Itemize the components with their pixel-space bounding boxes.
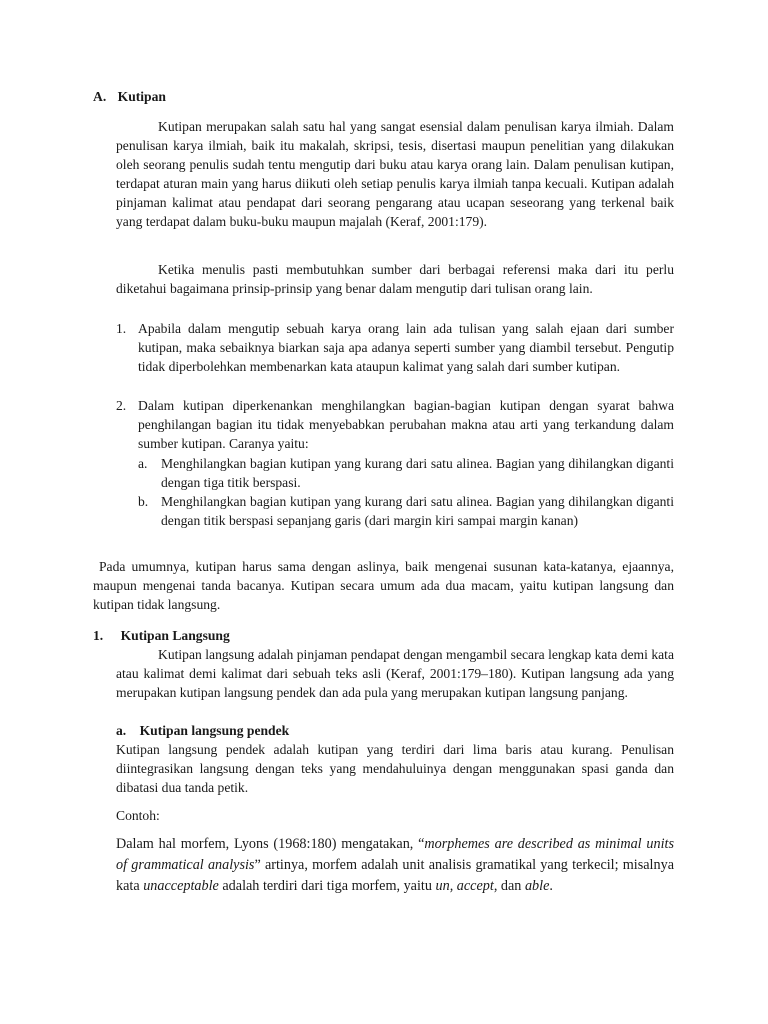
section-a-paragraph-1: Kutipan merupakan salah satu hal yang sangat esensial dalam penulisan karya ilmiah. Dalam penulisan karya ilmiah, baik itu makalah, skripsi, tesis, disertasi maupun penelitian yang dilakukan oleh seorang penulis sudah tentu mengutip dari buku atau karya orang lain. Dalam penulisan kutipan, terdapat aturan main yang harus diikuti oleh setiap penulis karya ilmiah tanpa kecuali. Kutipan adalah pinjaman kalimat atau pendapat dari seorang pengarang atau ucapan seseorang yang terkenal baik yang terdapat dalam buku-buku maupun majalah (Keraf, 2001:179). bbox=[116, 119, 674, 229]
example-text: ” artinya, morfem adalah unit analisis gramatikal yang terkecil; misalnya kata bbox=[116, 857, 674, 894]
subsection-a-label: a. bbox=[116, 723, 127, 738]
list-number: 1. bbox=[116, 321, 127, 336]
example-paragraph bbox=[116, 834, 674, 897]
example-text: , dan bbox=[493, 878, 525, 894]
list-text: Menghilangkan bagian kutipan yang kurang dari satu alinea. Bagian yang dihilangkan diganti dengan tiga titik berspasi. bbox=[161, 456, 674, 490]
section-a-paragraph-2: Ketika menulis pasti membutuhkan sumber dari berbagai referensi maka dari itu perlu diketahui bagaimana prinsip-prinsip yang benar dalam mengutip dari tulisan orang lain. bbox=[116, 262, 674, 296]
example-label: Contoh: bbox=[116, 808, 160, 823]
section-1-label: 1. bbox=[93, 628, 104, 643]
example-italic-text: unacceptable bbox=[143, 878, 219, 894]
example-italic-text: able bbox=[524, 878, 550, 894]
numbered-list-item bbox=[116, 319, 674, 376]
section-a-label: A. bbox=[93, 89, 107, 104]
example-text: Dalam hal morfem, Lyons (1968:180) mengatakan, “ bbox=[116, 836, 425, 852]
list-letter: b. bbox=[138, 494, 149, 509]
example-text: adalah terdiri dari tiga morfem, yaitu bbox=[218, 878, 436, 894]
example-italic-text: morphemes are described as minimal units of grammatical analysis bbox=[116, 836, 674, 873]
numbered-list-item bbox=[116, 396, 674, 453]
section-1-heading bbox=[93, 626, 230, 645]
subsection-a-heading bbox=[116, 721, 289, 740]
list-text: Menghilangkan bagian kutipan yang kurang dari satu alinea. Bagian yang dihilangkan diganti dengan titik berspasi sepanjang garis (dari margin kiri sampai margin kanan) bbox=[161, 494, 674, 528]
list-text: Dalam kutipan diperkenankan menghilangkan bagian-bagian kutipan dengan syarat bahwa penghilangan bagian itu tidak menyebabkan perubahan makna atau arti yang terkandung dalam sumber kutipan. Caranya yaitu: bbox=[138, 398, 674, 451]
example-text: . bbox=[549, 878, 553, 894]
subsection-a-title: Kutipan langsung pendek bbox=[139, 723, 290, 738]
lettered-list-item bbox=[138, 492, 674, 530]
section-1-paragraph-1: Kutipan langsung adalah pinjaman pendapat dengan mengambil secara lengkap kata demi kata atau kalimat demi kalimat dari sebuah teks asli (Keraf, 2001:179–180). Kutipan langsung ada yang merupakan kutipan langsung pendek dan ada pula yang merupakan kutipan langsung panjang. bbox=[116, 647, 674, 700]
section-1-title: Kutipan Langsung bbox=[120, 628, 230, 643]
list-text: Apabila dalam mengutip sebuah karya orang lain ada tulisan yang salah ejaan dari sumber kutipan, maka sebaiknya biarkan saja apa adanya seperti sumber yang diambil tersebut. Pengutip tidak diperbolehkan membenarkan kata ataupun kalimat yang salah dari sumber kutipan. bbox=[138, 321, 674, 374]
list-letter: a. bbox=[138, 456, 148, 471]
section-1-paragraph-2: Kutipan langsung pendek adalah kutipan yang terdiri dari lima baris atau kurang. Penulisan diintegrasikan langsung dengan teks yang mendahuluinya dengan menggunakan spasi ganda dan dibatasi dua tanda petik. bbox=[116, 742, 674, 795]
list-number: 2. bbox=[116, 398, 127, 413]
section-a-paragraph-3: Pada umumnya, kutipan harus sama dengan aslinya, baik mengenai susunan kata-katanya, ejaannya, maupun mengenai tanda bacanya. Kutipan secara umum ada dua macam, yaitu kutipan langsung dan kutipan tidak langsung. bbox=[93, 559, 674, 612]
example-italic-text: un, accept bbox=[435, 878, 494, 894]
lettered-list-item bbox=[138, 454, 674, 492]
section-a-title: Kutipan bbox=[117, 89, 166, 104]
section-a-heading bbox=[93, 87, 166, 106]
